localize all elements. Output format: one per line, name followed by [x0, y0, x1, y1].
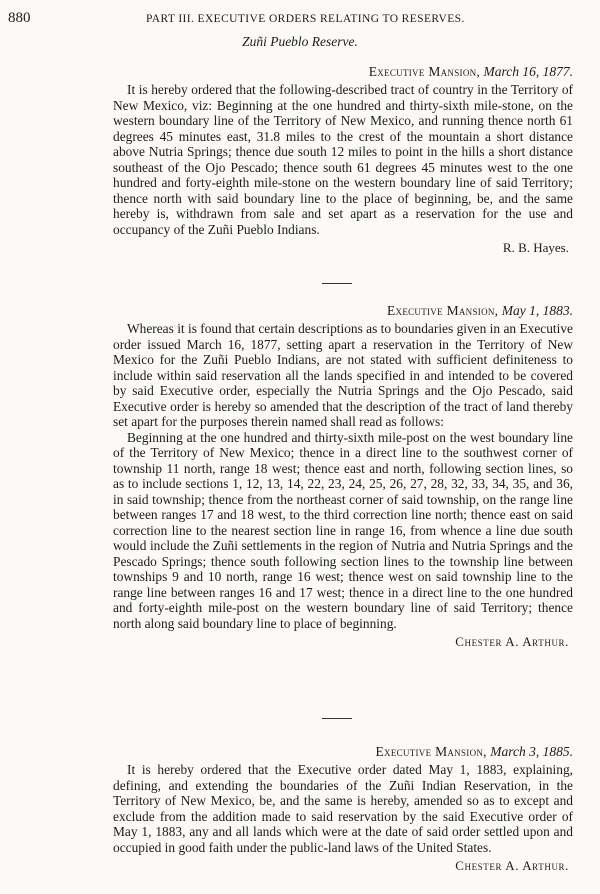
section-divider [322, 283, 352, 284]
page-header [8, 10, 586, 27]
dateline [113, 303, 573, 319]
order-paragraph: Beginning at the one hundred and thirty-sixth mile-post on the west boundary line of the Territory of New Mexico; thence in a direct line to the southwest corner of township 11 north, range 18 west; thence east and north, following section lines, so as to include sections 1, 12, 13, 14, 22, 23, 24, 25, 26, 27, 28, 32, 33, 34, 35, and 36, in said township; thence from the northeast corner of said township, on the range line between ranges 17 and 18 west, to the third correction line north; thence east on said correction line to the nearest section line in range 16, from whence a line due south would include the Zuñi settlements in the region of Nutria and Nutria Springs and the Pescado Springs; thence south following section lines to the township line between townships 9 and 10 north, range 16 west; thence west on said township line to the range line between ranges 16 and 17 west; thence in a direct line to the one hundred and forty-eighth mile-post on the western boundary line of said Territory; thence north along said boundary line to place of beginning. [113, 429, 573, 631]
executive-order-1877 [113, 64, 573, 256]
executive-order-1885 [113, 744, 573, 874]
section-title: Zuñi Pueblo Reserve. [242, 34, 358, 49]
dateline-date: March 3, 1885. [490, 744, 573, 759]
signature: Chester A. Arthur. [455, 858, 569, 873]
dateline [113, 744, 573, 760]
page-number: 880 [8, 10, 31, 26]
dateline-place: Executive Mansion, [375, 744, 487, 759]
executive-order-1883 [113, 303, 573, 650]
signature: R. B. Hayes. [502, 240, 569, 255]
running-head: PART III. EXECUTIVE ORDERS RELATING TO RESERVES. [146, 13, 465, 25]
section-divider [322, 718, 352, 719]
dateline-date: May 1, 1883. [501, 303, 573, 318]
dateline-place: Executive Mansion, [368, 64, 481, 79]
order-paragraph: It is hereby ordered that the following-described tract of country in the Territory of New Mexico, viz: Beginning at the one hundred and thirty-sixth mile-stone, on the western boundary line of the Territory of New Mexico, and running thence north 61 degrees 45 minutes east, 31.8 miles to the crest of the mountain a short distance above Nutria Springs; thence due south 12 miles to point in the hills a short distance southeast of the Ojo Pescado; thence south 61 degrees 45 minutes west to the one hundred and forty-eighth mile-stone on the western boundary line of said Territory; thence north with said boundary line to the place of beginning, be, and the same hereby is, withdrawn from sale and set apart as a reservation for the use and occupancy of the Zuñi Pueblo Indians. [113, 82, 573, 237]
signature: Chester A. Arthur. [455, 634, 569, 649]
dateline-place: Executive Mansion, [386, 303, 499, 318]
order-paragraph: It is hereby ordered that the Executive order dated May 1, 1883, explaining, defining, and extending the boundaries of the Zuñi Indian Reservation, in the Territory of New Mexico, be, and the same is hereby, amended so as to except and exclude from the addition made to said reservation by the said Executive order of May 1, 1883, any and all lands which were at the date of said order settled upon and occupied in good faith under the public-land laws of the United States. [113, 762, 573, 855]
order-paragraph: Whereas it is found that certain descriptions as to boundaries given in an Executive order issued March 16, 1877, setting apart a reservation in the Territory of New Mexico for the Zuñi Pueblo Indians, are not stated with sufficient definiteness to include within said reservation all the lands specified in and intended to be covered by said Executive order, especially the Nutria Springs and the Ojo Pescado, said Executive order is hereby so amended that the description of the tract of land thereby set apart for the purposes therein named shall read as follows: [113, 321, 573, 429]
dateline-date: March 16, 1877. [483, 64, 573, 79]
dateline [113, 64, 573, 80]
